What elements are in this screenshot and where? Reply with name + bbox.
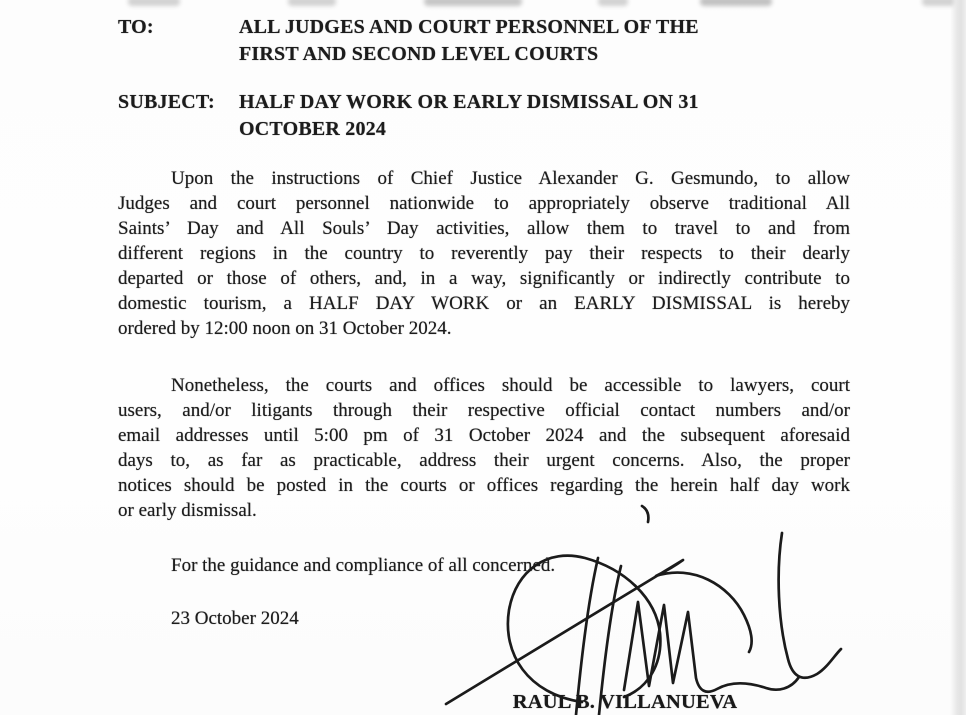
paragraph-line: Saints’ Day and All Souls’ Day activities, allow them to travel to and from [118, 218, 850, 239]
paragraph-line: or early dismissal. [118, 500, 257, 521]
scan-edge-shadow [950, 0, 966, 715]
handwritten-signature-icon [420, 498, 870, 715]
scan-artifact [424, 0, 522, 6]
paragraph-line: Judges and court personnel nationwide to appropriately observe traditional All [118, 193, 850, 214]
subject-value [239, 89, 699, 143]
to-value-line1: ALL JUDGES AND COURT PERSONNEL OF THE [239, 16, 699, 38]
body-paragraph-1 [118, 166, 850, 341]
signatory-name: RAUL B. VILLANUEVA [512, 691, 738, 713]
to-block [118, 14, 850, 68]
paragraph-line: departed or those of others, and, in a way, significantly or indirectly contribute to [118, 268, 850, 289]
subject-value-line1: HALF DAY WORK OR EARLY DISMISSAL ON 31 [239, 91, 699, 113]
subject-label: SUBJECT: [118, 91, 215, 113]
paragraph-line: Upon the instructions of Chief Justice Alexander G. Gesmundo, to allow [171, 168, 850, 189]
paragraph-line: domestic tourism, a HALF DAY WORK or an EARLY DISMISSAL is hereby [118, 293, 850, 314]
paragraph-line: Nonetheless, the courts and offices should be accessible to lawyers, court [171, 375, 850, 396]
paragraph-line: email addresses until 5:00 pm of 31 October 2024 and the subsequent aforesaid [118, 425, 850, 446]
to-value [239, 14, 699, 68]
closing-line: For the guidance and compliance of all concerned. [171, 555, 556, 576]
to-value-line2: FIRST AND SECOND LEVEL COURTS [239, 43, 599, 65]
paragraph-line: users, and/or litigants through their respective official contact numbers and/or [118, 400, 850, 421]
subject-block [118, 89, 850, 143]
to-label: TO: [118, 16, 154, 38]
scan-artifact [128, 0, 180, 6]
subject-value-line2: OCTOBER 2024 [239, 118, 387, 140]
paragraph-line: notices should be posted in the courts or offices regarding the herein half day work [118, 475, 850, 496]
paragraph-line: different regions in the country to reverently pay their respects to their dearly [118, 243, 850, 264]
paragraph-line: days to, as far as practicable, address their urgent concerns. Also, the proper [118, 450, 850, 471]
paragraph-line: ordered by 12:00 noon on 31 October 2024. [118, 318, 452, 339]
scan-artifact [598, 0, 628, 6]
scan-artifact [700, 0, 772, 6]
date-line: 23 October 2024 [171, 608, 299, 629]
scan-artifact [288, 0, 336, 6]
